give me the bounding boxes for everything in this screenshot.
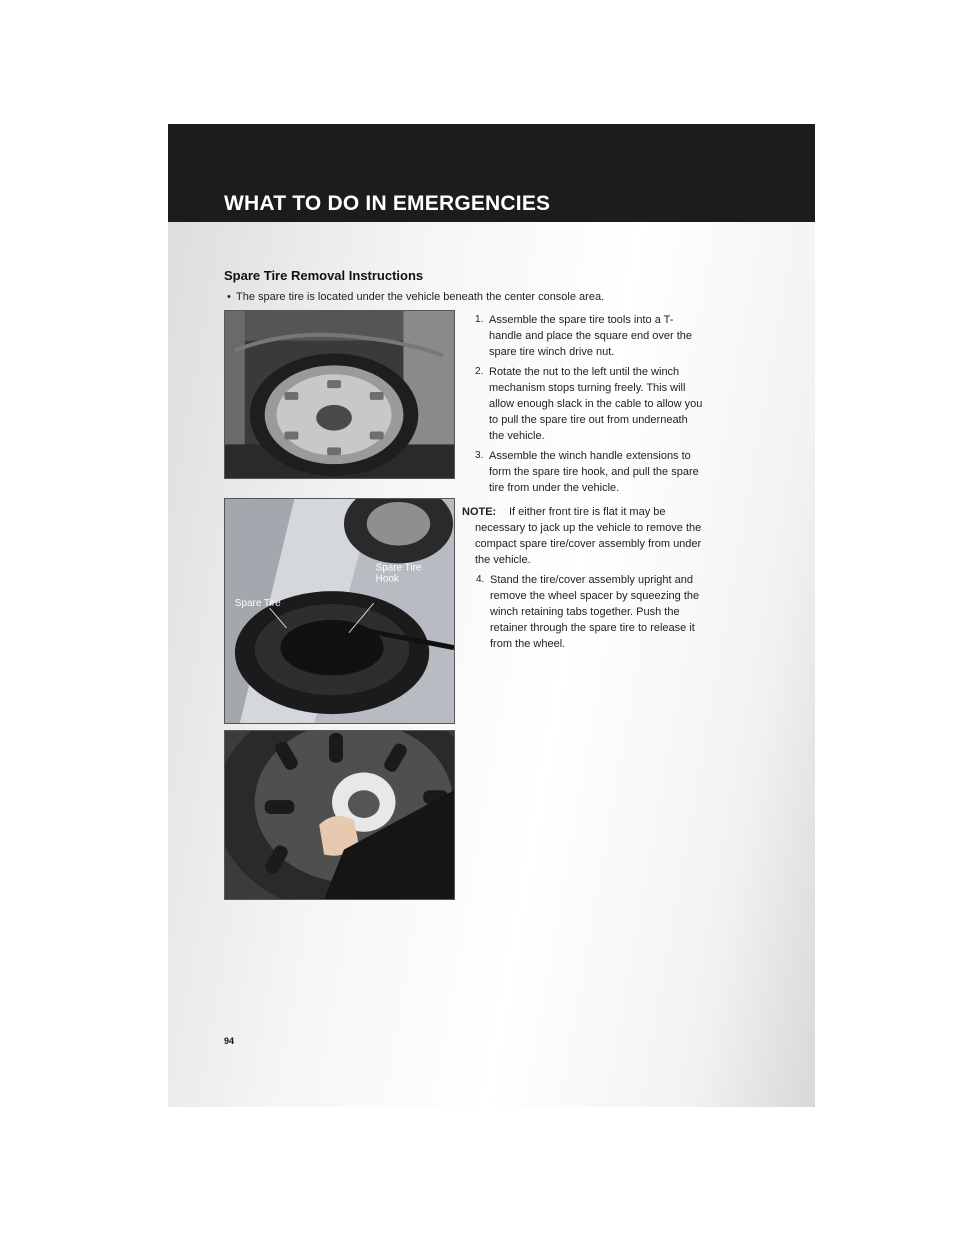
callout-spare-tire: Spare Tire [234,598,281,610]
step-text: Assemble the winch handle extensions to form the spare tire hook, and pull the spare tire from under the vehicle. [489,450,699,494]
photo-remove-wheel-spacer [224,730,455,900]
bullet-icon: • [227,291,231,303]
subheading: Spare Tire Removal Instructions [224,268,424,283]
page-number: 94 [224,1036,235,1046]
note-block [462,504,704,568]
step-number: 1. [475,314,484,325]
header-band [168,124,815,222]
photo-spare-tire-under-vehicle [224,310,455,479]
list-item [473,364,703,444]
bullet-item [227,291,605,303]
step-text: Rotate the nut to the left until the winch mechanism stops turning freely. This will allow enough slack in the cable to allow you to pull the spare tire out from underneath the vehicle. [489,366,703,442]
step-number: 4. [476,574,485,585]
note-text: If either front tire is flat it may be necessary to jack up the vehicle to remove the compact spare tire/cover assembly from under the vehicle. [475,506,702,566]
list-item [474,572,704,652]
photo-spare-tire-hook [224,498,455,724]
step-number: 2. [475,366,484,377]
list-item [473,312,703,360]
callout-spare-tire-hook-line2: Hook [375,573,399,585]
steps-list [473,312,703,500]
manual-page [168,124,815,1107]
step-text: Assemble the spare tire tools into a T-handle and place the square end over the spare tire winch drive nut. [489,314,693,358]
list-item [473,448,703,496]
note-label: NOTE: [462,506,497,518]
section-title: WHAT TO DO IN EMERGENCIES [224,192,551,215]
bullet-text: The spare tire is located under the vehicle beneath the center console area. [236,291,605,303]
step-number: 3. [475,450,484,461]
step-4 [474,572,704,656]
note-text-wrap [462,504,704,568]
step-text: Stand the tire/cover assembly upright and remove the wheel spacer by squeezing the winch retaining tabs together. Push the retainer through the spare tire to release it from the wheel. [490,574,700,650]
callout-spare-tire-hook-line1: Spare Tire [375,562,422,574]
